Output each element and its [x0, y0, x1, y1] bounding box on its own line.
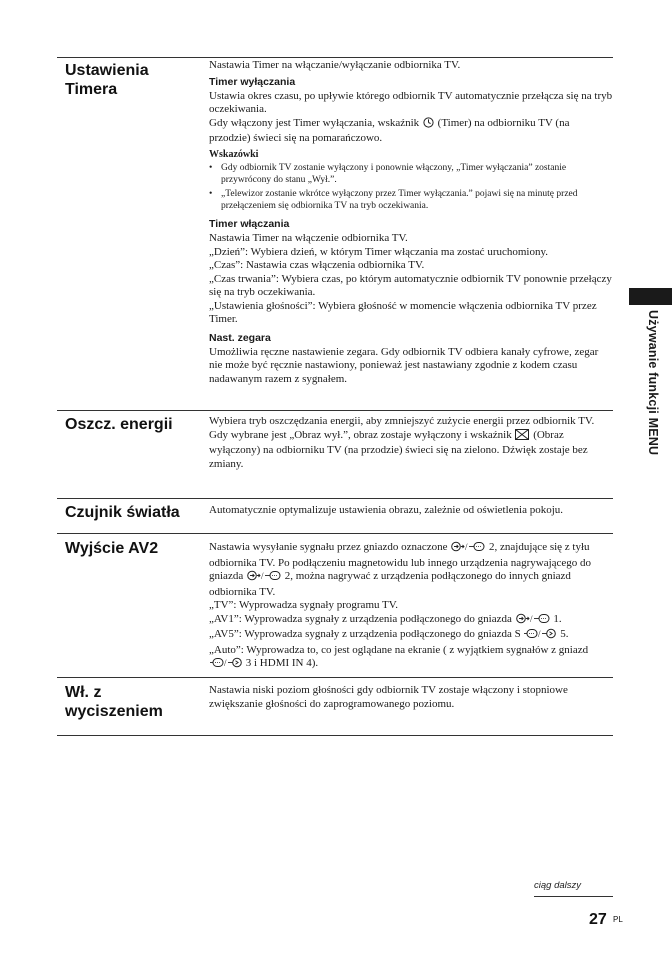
av2-text-b: 2, znajdujące się z tyłu odbiornika TV. Po podłączeniu magnetowidu lub innego urządzenia nagrywającego do gniazda — [209, 541, 592, 582]
on-timer-line: Nastawia Timer na włączenie odbiornika TV. — [209, 232, 408, 244]
av2-text-c: 2, można nagrywać z urządzenia podłączonego do innych gniazd odbiornika TV. — [209, 570, 571, 598]
svg-text:/: / — [538, 629, 541, 639]
hint-item: • Gdy odbiornik TV zostanie wyłączony i ponownie włączony, „Timer wyłączania” zostanie przywrócony do stanu „Wył.”. — [209, 163, 567, 185]
svg-text:/: / — [224, 658, 227, 668]
section-divider — [57, 735, 613, 736]
off-timer-text1: Ustawia okres czasu, po upływie którego odbiornik TV automatycznie przełącza się na tryb oczekiwania. — [209, 89, 613, 115]
av2-option-tv: „TV”: Wyprowadza sygnały programu TV. — [209, 599, 399, 611]
light-text: Automatycznie optymalizuje ustawienia obrazu, zależnie od oświetlenia pokoju. — [209, 504, 564, 516]
av2-auto-end: 3 i HDMI IN 4). — [245, 657, 319, 669]
av2-av1-text: „AV1”: Wyprowadza sygnały z urządzenia podłączonego do gniazda — [209, 612, 512, 625]
svg-text:/: / — [260, 571, 264, 581]
section-divider — [57, 677, 613, 678]
section-body-light — [209, 504, 613, 518]
on-timer-title: Timer włączania — [209, 218, 290, 230]
on-timer-line: „Dzień”: Wybiera dzień, w którym Timer włączania ma zostać uruchomiony. — [209, 245, 549, 258]
hints-title: Wskazówki — [209, 148, 259, 160]
section-body-timer — [209, 59, 613, 386]
energy-text2-b: (Obraz wyłączony) na odbiorniku TV (na przodzie) świeci się na zielono. Dźwięk zostaje bez zmiany. — [209, 428, 588, 470]
av2-option-av5 — [209, 628, 613, 644]
off-timer-text2 — [209, 117, 613, 146]
energy-text2 — [209, 429, 613, 472]
hint-text: Gdy odbiornik TV zostanie wyłączony i ponownie włączony, „Timer wyłączania” zostanie przywrócony do stanu „Wył.”. — [221, 163, 567, 185]
off-timer-title: Timer wyłączania — [209, 75, 296, 88]
timer-intro: Nastawia Timer na włączanie/wyłączanie odbiornika TV. — [209, 59, 461, 71]
section-body-muting — [209, 684, 613, 711]
scart-in-out-icon — [247, 570, 281, 586]
av2-option-auto — [209, 644, 613, 673]
on-timer-line: „Czas trwania”: Wybiera czas, po którym automatycznie odbiornik TV ponownie przełączy się na tryb oczekiwania. — [209, 272, 612, 298]
av2-av5-number: 5. — [560, 628, 569, 640]
av2-av5-text: „AV5”: Wyprowadza sygnały z urządzenia podłączonego do gniazda S — [209, 628, 521, 640]
av2-av1-number: 1. — [553, 612, 562, 625]
component-audio-icon — [210, 657, 242, 673]
page-number: 27 — [589, 911, 607, 928]
section-title-av2: Wyjście AV2 — [65, 540, 159, 557]
on-timer-line: „Ustawienia głośności”: Wybiera głośność w momencie włączenia odbiornika TV przez Timer. — [209, 299, 597, 325]
av2-auto-text: „Auto”: Wyprowadza to, co jest oglądane na ekranie ( z wyjątkiem sygnałów z gniazd — [209, 643, 589, 656]
s-video-audio-icon — [524, 628, 556, 644]
energy-text1: Wybiera tryb oszczędzania energii, aby zmniejszyć zużycie energii przez odbiornik TV. — [209, 415, 595, 427]
section-title-muting: Wł. z wyciszeniem — [65, 684, 163, 720]
section-title-energy: Oszcz. energii — [65, 416, 173, 433]
page-language: PL — [613, 915, 623, 924]
hint-text: „Telewizor zostanie wkrótce wyłączony przez Timer wyłączania.” pojawi się na minutę przed przełączeniem się odbiornika TV na tryb oczekiwania. — [221, 189, 578, 211]
svg-text:/: / — [529, 613, 533, 624]
av2-paragraph — [209, 541, 613, 599]
picture-off-icon — [515, 429, 529, 445]
energy-text2-a: Gdy wybrane jest „Obraz wył.”, obraz zostaje wyłączony i wskaźnik — [209, 428, 512, 441]
section-title-timer: Ustawienia Timera — [65, 62, 149, 98]
clock-text: Umożliwia ręczne nastawienie zegara. Gdy odbiornik TV odbiera kanały cyfrowe, zegar nie może być ręcznie nastawiony, ponieważ jest nastawiany zgodnie z kodem czasu nadawanym razem z sygnałem. — [209, 345, 599, 385]
section-divider — [57, 533, 613, 534]
svg-text:/: / — [465, 542, 468, 552]
side-section-label: Używanie funkcji MENU — [646, 310, 660, 456]
section-divider — [57, 410, 613, 411]
off-timer-text2-a: Gdy włączony jest Timer wyłączania, wskaźnik — [209, 116, 420, 129]
scart-in-out-icon — [451, 541, 485, 557]
clock-title: Nast. zegara — [209, 331, 271, 344]
off-timer-text2-b: (Timer) na odbiorniku TV (na przodzie) świeci się na pomarańczowo. — [209, 116, 570, 144]
timer-indicator-icon — [423, 117, 434, 133]
section-divider — [57, 498, 613, 499]
section-title-light: Czujnik światła — [65, 504, 180, 521]
section-body-av2 — [209, 541, 613, 673]
continued-rule — [534, 896, 613, 897]
section-body-energy — [209, 415, 613, 471]
muting-text: Nastawia niski poziom głośności gdy odbiornik TV zostaje włączony i stopniowe zwiększanie głośności do zaprogramowanego poziomu. — [209, 684, 568, 710]
av2-option-av1 — [209, 613, 613, 629]
continued-note: ciąg dalszy — [534, 880, 581, 891]
on-timer-line: „Czas”: Nastawia czas włączenia odbiornika TV. — [209, 259, 425, 271]
hint-item: • „Telewizor zostanie wkrótce wyłączony przez Timer wyłączania.” pojawi się na minutę przed przełączeniem się odbiornika TV na tryb oczekiwania. — [209, 189, 578, 211]
av2-text-a: Nastawia wysyłanie sygnału przez gniazdo oznaczone — [209, 541, 448, 553]
side-tab-marker — [629, 288, 672, 305]
scart-in-out-icon — [516, 613, 550, 629]
section-divider — [57, 57, 613, 58]
